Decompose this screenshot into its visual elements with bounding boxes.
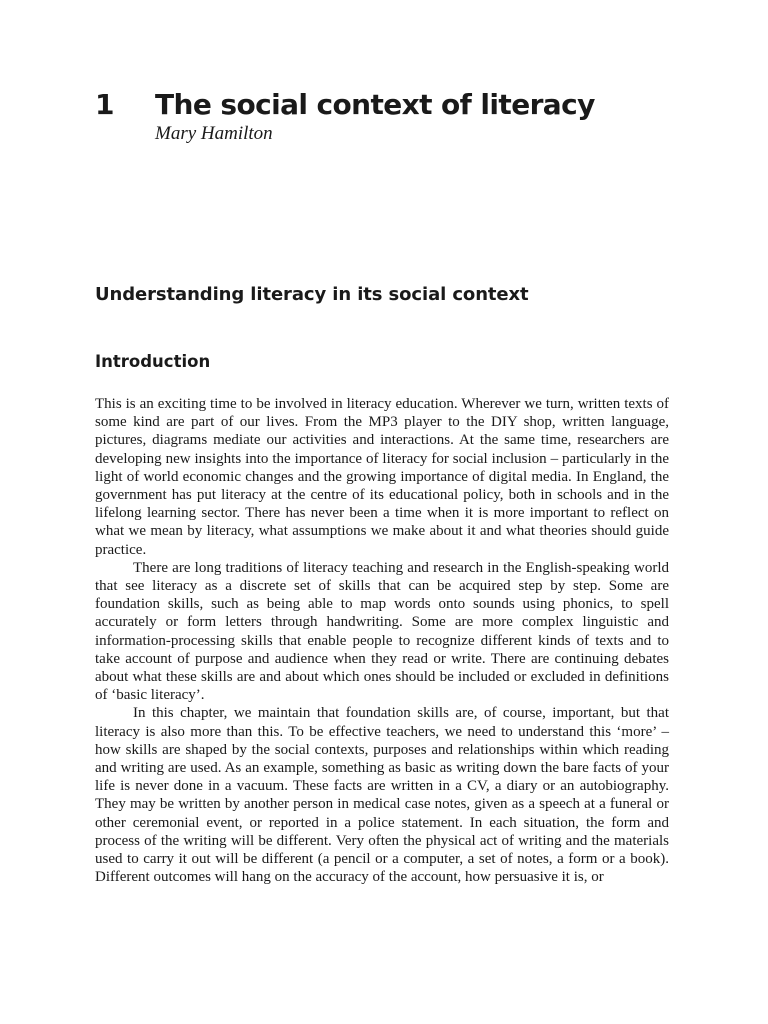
subsection-heading: Introduction (95, 352, 211, 371)
chapter-title: The social context of literacy (155, 88, 595, 121)
chapter-title-row (95, 88, 695, 121)
chapter-author: Mary Hamilton (155, 123, 273, 144)
chapter-header (95, 88, 695, 145)
paragraph-intro: This is an exciting time to be involved in literacy education. Wherever we turn, written texts of some kind are part of our lives. From the MP3 player to the DIY shop, written language, pictures, diagrams mediate our activities and interactions. At the same time, researchers are developing new insights into the importance of literacy for social inclusion – particularly in the light of world economic changes and the growing importance of digital media. In England, the government has put literacy at the centre of its educational policy, both in schools and in the lifelong learning sector. There has never been a time when it is more important to reflect on what we mean by literacy, what assumptions we make about it and what theories should guide practice. (95, 396, 669, 558)
chapter-number: 1 (95, 88, 114, 121)
paragraph-chapter-aim: In this chapter, we maintain that foundation skills are, of course, important, but that literacy is also more than this. To be effective teachers, we need to understand this ‘more’ – how skills are shaped by the social contexts, purposes and relationships within which reading and writing are used. As an example, something as basic as writing down the bare facts of your life is never done in a vacuum. These facts are written in a CV, a diary or an autobiography. They may be written by another person in medical case notes, given as a speech at a funeral or other ceremonial event, or reported in a police statement. In each situation, the form and process of the writing will be different. Very often the physical act of writing and the materials used to carry it out will be different (a pencil or a computer, a set of notes, a form or a book). Different outcomes will hang on the accuracy of the account, how persuasive it is, or (95, 705, 669, 886)
body-text (95, 395, 669, 886)
section-heading: Understanding literacy in its social context (95, 284, 529, 305)
paragraph-traditions: There are long traditions of literacy teaching and research in the English-speaking world that see literacy as a discrete set of skills that can be acquired step by step. Some are foundation skills, such as being able to map words onto sounds using phonics, to spell accurately or form letters through handwriting. Some are more complex linguistic and information-processing skills that enable people to recognize different kinds of texts and to take account of purpose and audience when they read or write. There are continuing debates about what these skills are and about which ones should be included or excluded in definitions of ‘basic literacy’. (95, 559, 669, 704)
